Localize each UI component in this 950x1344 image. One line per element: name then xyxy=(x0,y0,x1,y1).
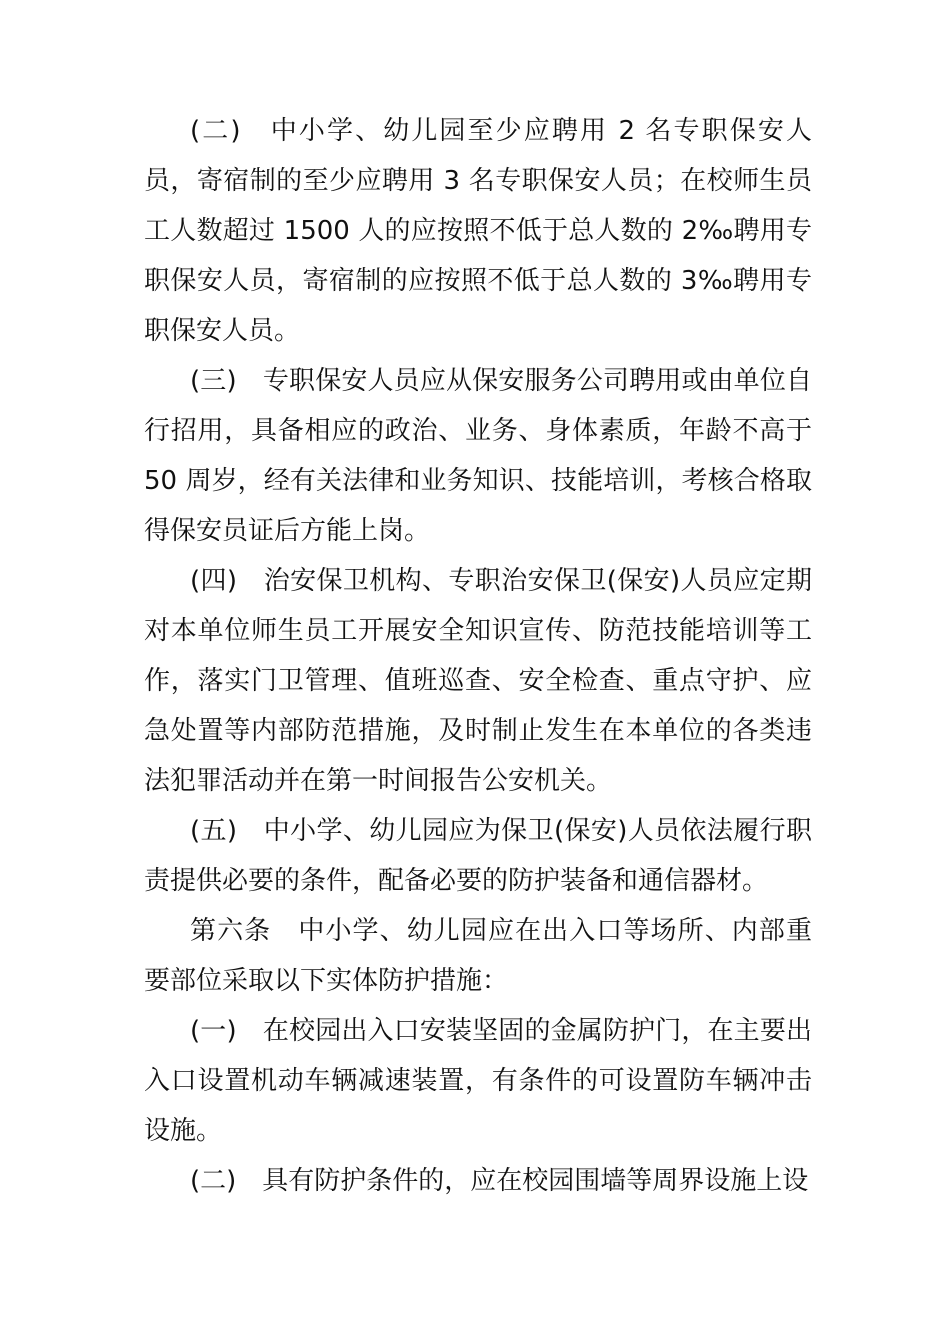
paragraph-security-staff-count: (二) 中小学、幼儿园至少应聘用 2 名专职保安人员，寄宿制的至少应聘用 3 名专职保安人员；在校师生员工人数超过 1500 人的应按照不低于总人数的 2‰聘用专职保安人员，寄宿制的应按照不低于总人数的 3‰聘用专职保安人员。 xyxy=(144,116,812,346)
document-body xyxy=(144,106,812,1206)
paragraph-security-staff-requirements: (三) 专职保安人员应从保安服务公司聘用或由单位自行招用，具备相应的政治、业务、身体素质，年龄不高于 50 周岁，经有关法律和业务知识、技能培训，考核合格取得保安员证后方能上岗。 xyxy=(144,366,812,546)
paragraph-article-six: 第六条 中小学、幼儿园应在出入口等场所、内部重要部位采取以下实体防护措施： xyxy=(144,916,812,996)
paragraph-security-conditions: (五) 中小学、幼儿园应为保卫(保安)人员依法履行职责提供必要的条件，配备必要的防护装备和通信器材。 xyxy=(144,816,812,896)
paragraph-security-duties: (四) 治安保卫机构、专职治安保卫(保安)人员应定期对本单位师生员工开展安全知识宣传、防范技能培训等工作，落实门卫管理、值班巡查、安全检查、重点守护、应急处置等内部防范措施，及时制止发生在本单位的各类违法犯罪活动并在第一时间报告公安机关。 xyxy=(144,566,812,796)
paragraph-perimeter-protection: (二) 具有防护条件的，应在校园围墙等周界设施上设 xyxy=(190,1166,809,1196)
paragraph-entrance-protection: (一) 在校园出入口安装坚固的金属防护门，在主要出入口设置机动车辆减速装置，有条件的可设置防车辆冲击设施。 xyxy=(144,1016,812,1146)
